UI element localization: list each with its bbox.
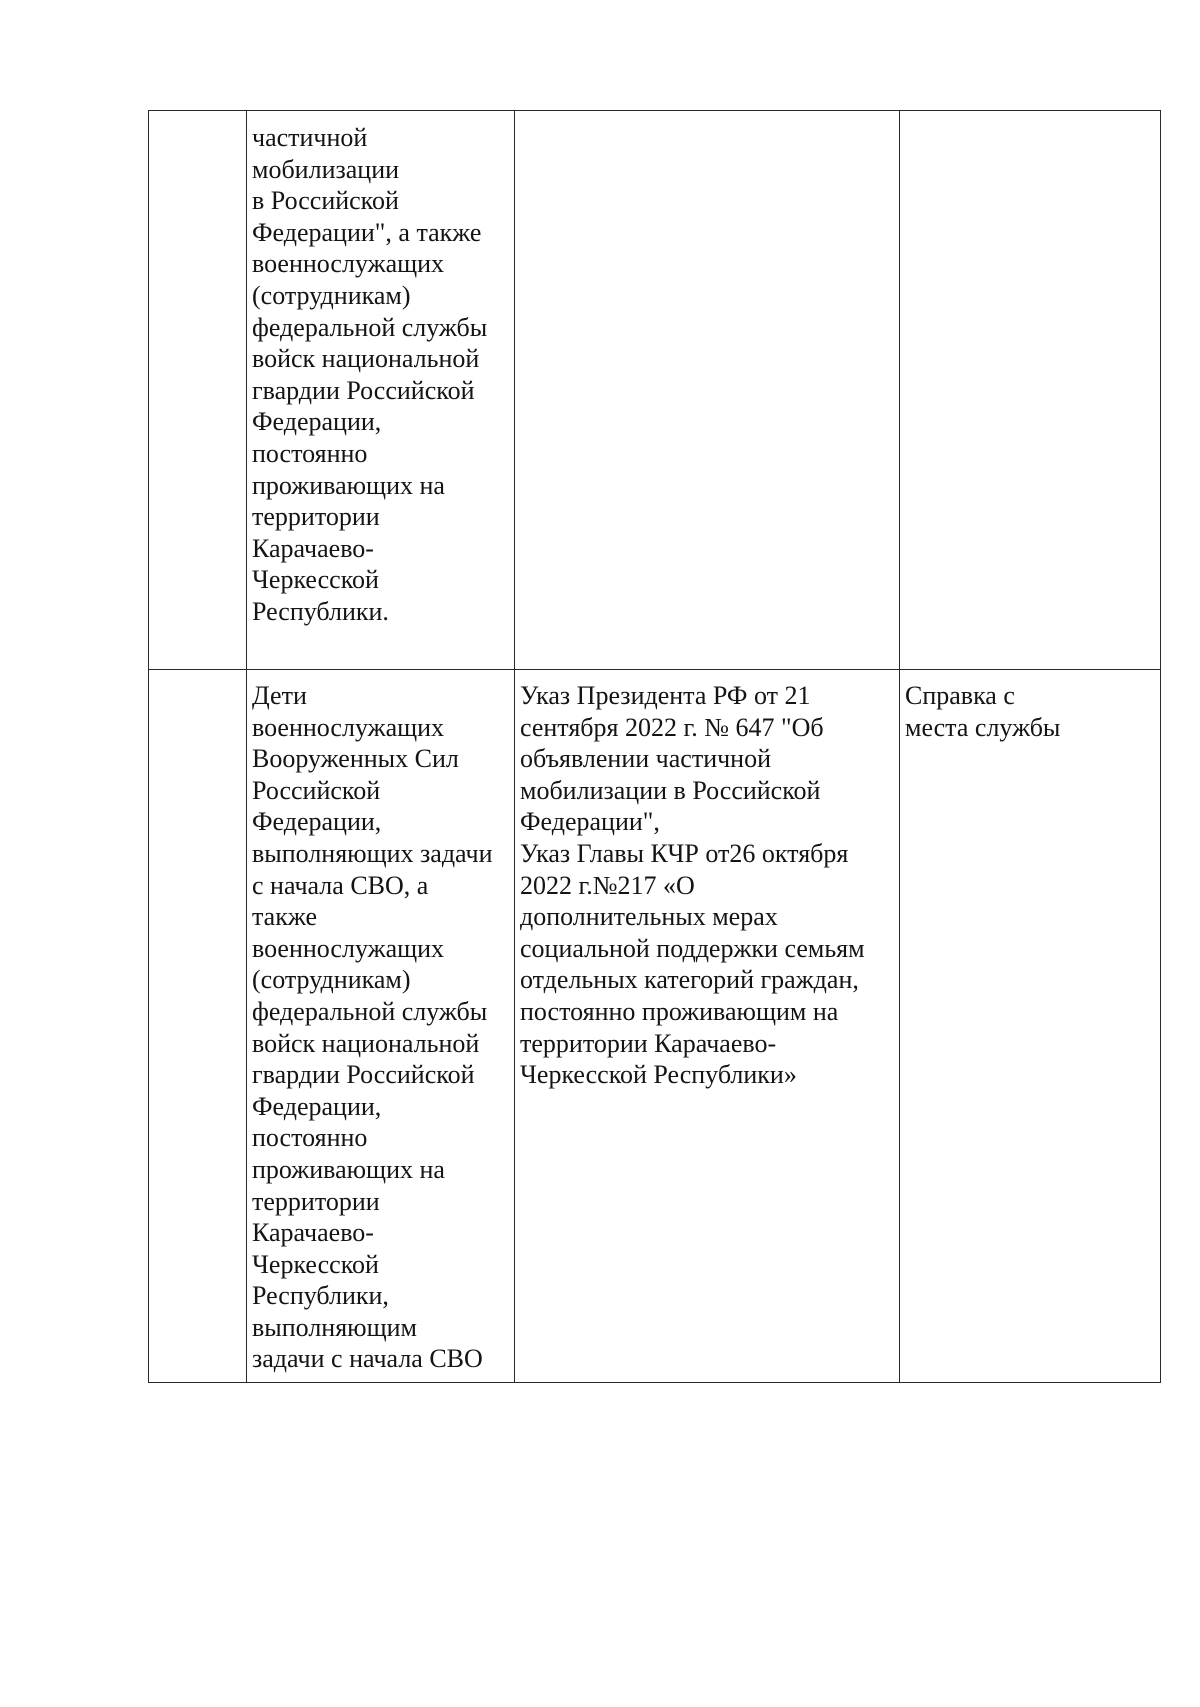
row-number-text [149,111,246,122]
table-row [149,670,1161,1383]
document-text [900,111,1160,122]
row-number-cell [149,670,247,1383]
row-number-cell [149,111,247,670]
category-text: частичной мобилизации в Российской Федерации", а также военнослужащих (сотрудникам) федеральной службы войск национальной гвардии Российской Федерации, постоянно проживающих на территории Карачаево- Черкесской Республики. [252,123,488,626]
legal-basis-cell [515,670,900,1383]
document-cell [900,670,1161,1383]
legal-basis-cell [515,111,900,670]
category-cell [247,111,515,670]
document-text: Справка с места службы [905,681,1061,742]
category-cell [247,670,515,1383]
row-number-text [149,670,246,680]
category-text: Дети военнослужащих Вооруженных Сил Российской Федерации, выполняющих задачи с начала СВО, а также военнослужащих (сотрудникам) федеральной службы войск национальной гвардии Российской Федерации, постоянно проживающих на территории Карачаево- Черкесской Республики, выполняющим задачи с начала СВО [252,681,493,1374]
legal-basis-text [515,111,899,122]
table-row [149,111,1161,670]
document-cell [900,111,1161,670]
legal-basis-text: Указ Президента РФ от 21 сентября 2022 г. № 647 "Об объявлении частичной мобилизации в Российской Федерации", Указ Главы КЧР от26 октября 2022 г.№217 «О дополнительных мерах социальной поддержки семьям отдельных категорий граждан, постоянно проживающим на территории Карачаево- Черкесской Республики» [520,681,865,1090]
benefits-table [148,110,1161,1383]
